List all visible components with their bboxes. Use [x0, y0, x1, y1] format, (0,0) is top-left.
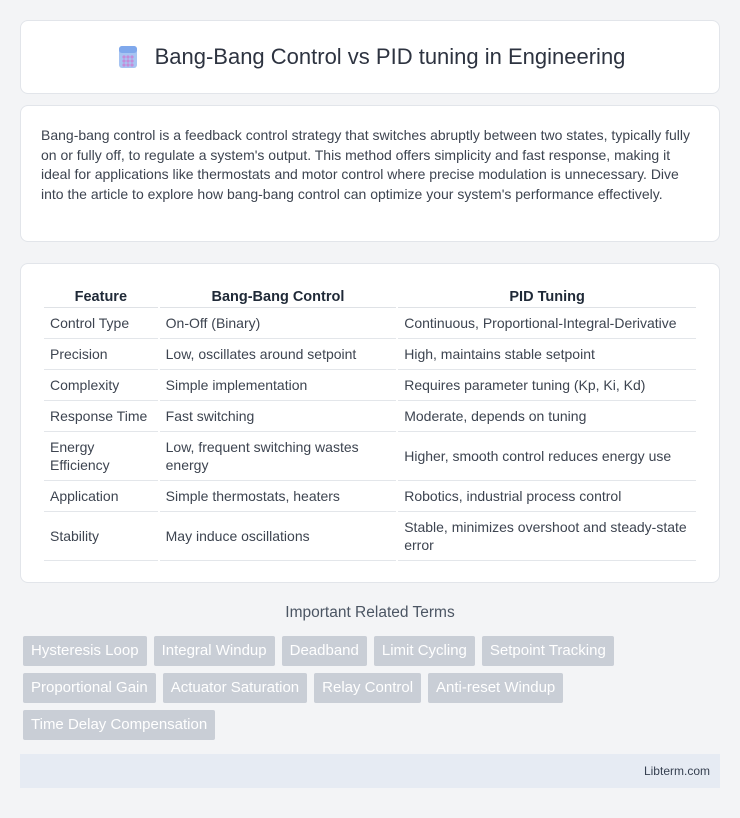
- cell-feature: Precision: [44, 339, 158, 370]
- comparison-table: [42, 286, 698, 561]
- cell-bang-bang: Fast switching: [160, 401, 397, 432]
- cell-feature: Application: [44, 481, 158, 512]
- term-tag-hysteresis-loop[interactable]: Hysteresis Loop: [23, 636, 147, 666]
- table-row: [44, 481, 696, 512]
- cell-pid: Stable, minimizes overshoot and steady-state error: [398, 512, 696, 561]
- related-terms-list: [23, 636, 723, 747]
- table-header-row: [44, 286, 696, 308]
- table-row: [44, 308, 696, 339]
- table-row: [44, 370, 696, 401]
- footer-site-link[interactable]: Libterm.com: [643, 764, 710, 778]
- term-tag-setpoint-tracking[interactable]: Setpoint Tracking: [482, 636, 614, 666]
- intro-text: Bang-bang control is a feedback control strategy that switches abruptly between two states, typically fully on or fully off, to regulate a system's output. This method offers simplicity and fast response, making it ideal for applications like thermostats and motor control where precise modulation is unnecessary. Dive into the article to explore how bang-bang control can optimize your system's performance effectively.: [41, 127, 691, 202]
- cell-bang-bang: Simple implementation: [160, 370, 397, 401]
- term-tag-limit-cycling[interactable]: Limit Cycling: [374, 636, 475, 666]
- term-tag-anti-reset-windup[interactable]: Anti-reset Windup: [428, 673, 563, 703]
- table-row: [44, 432, 696, 481]
- intro-card: [20, 105, 720, 242]
- cell-bang-bang: Simple thermostats, heaters: [160, 481, 397, 512]
- page-header: [20, 20, 720, 94]
- cell-pid: Higher, smooth control reduces energy use: [398, 432, 696, 481]
- term-tag-deadband[interactable]: Deadband: [282, 636, 367, 666]
- cell-feature: Stability: [44, 512, 158, 561]
- header-pid: PID Tuning: [398, 286, 696, 308]
- cell-pid: Continuous, Proportional-Integral-Derivative: [398, 308, 696, 339]
- term-tag-relay-control[interactable]: Relay Control: [314, 673, 421, 703]
- term-tag-time-delay-compensation[interactable]: Time Delay Compensation: [23, 710, 215, 740]
- term-tag-integral-windup[interactable]: Integral Windup: [154, 636, 275, 666]
- page-title: Bang-Bang Control vs PID tuning in Engineering: [154, 44, 626, 69]
- cell-bang-bang: Low, oscillates around setpoint: [160, 339, 397, 370]
- related-terms-title: Important Related Terms: [285, 604, 455, 621]
- table-row: [44, 339, 696, 370]
- term-tag-actuator-saturation[interactable]: Actuator Saturation: [163, 673, 307, 703]
- page-footer: [20, 754, 720, 788]
- table-row: [44, 512, 696, 561]
- cell-pid: Moderate, depends on tuning: [398, 401, 696, 432]
- cell-bang-bang: May induce oscillations: [160, 512, 397, 561]
- term-tag-proportional-gain[interactable]: Proportional Gain: [23, 673, 156, 703]
- cell-pid: Robotics, industrial process control: [398, 481, 696, 512]
- calculator-icon: [115, 44, 141, 70]
- comparison-card: [20, 263, 720, 583]
- cell-pid: Requires parameter tuning (Kp, Ki, Kd): [398, 370, 696, 401]
- header-bang-bang: Bang-Bang Control: [160, 286, 397, 308]
- cell-feature: Control Type: [44, 308, 158, 339]
- cell-feature: Response Time: [44, 401, 158, 432]
- header-feature: Feature: [44, 286, 158, 308]
- cell-pid: High, maintains stable setpoint: [398, 339, 696, 370]
- cell-bang-bang: Low, frequent switching wastes energy: [160, 432, 397, 481]
- cell-feature: Energy Efficiency: [44, 432, 158, 481]
- cell-bang-bang: On-Off (Binary): [160, 308, 397, 339]
- cell-feature: Complexity: [44, 370, 158, 401]
- table-row: [44, 401, 696, 432]
